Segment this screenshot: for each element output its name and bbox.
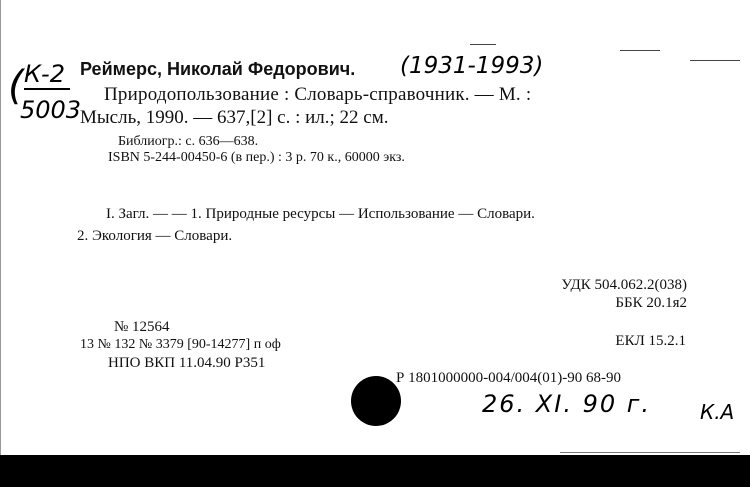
bibliography-note: Библиогр.: с. 636—638.	[118, 134, 259, 149]
print-info: 13 № 132 № 3379 [90-14277] п оф	[80, 337, 281, 352]
shelfmark-bottom: 5003	[20, 96, 82, 124]
subject-headings-line-1: I. Загл. — — 1. Природные ресурсы — Использование — Словари.	[106, 206, 535, 222]
punch-hole	[351, 376, 401, 426]
scan-mark	[620, 50, 660, 51]
bbk-code: ББК 20.1я2	[615, 295, 687, 311]
subject-headings-line-2: 2. Экология — Словари.	[77, 228, 233, 244]
author-heading: Реймерс, Николай Федорович.	[80, 59, 356, 79]
ekl-code: ЕКЛ 15.2.1	[615, 333, 686, 349]
author-years-handwritten: (1931-1993)	[400, 53, 544, 79]
isbn-line: ISBN 5-244-00450-6 (в пер.) : 3 р. 70 к., 60000 экз.	[108, 150, 405, 165]
scan-bottom-band	[0, 455, 750, 487]
scan-mark	[690, 60, 740, 61]
shelfmark-underline	[24, 88, 70, 90]
publication-code: Р 1801000000-004/004(01)-90 68-90	[396, 370, 621, 386]
shelfmark-top: К-2	[24, 60, 65, 88]
scan-mark	[470, 44, 496, 45]
npo-line: НПО ВКП 11.04.90 Р351	[108, 355, 266, 371]
order-number: № 12564	[114, 319, 170, 335]
shelfmark-bracket: (	[8, 63, 24, 109]
description-line-1: Природопользование : Словарь-справочник. — М. :	[104, 84, 532, 105]
description-line-2: Мысль, 1990. — 637,[2] с. : ил.; 22 см.	[80, 107, 389, 128]
card-left-edge	[0, 0, 1, 455]
udk-code: УДК 504.062.2(038)	[561, 277, 687, 293]
handwritten-date: 26. XI. 90 г.	[482, 390, 651, 418]
handwritten-initials: К.А	[700, 400, 735, 424]
scan-mark	[560, 452, 740, 453]
